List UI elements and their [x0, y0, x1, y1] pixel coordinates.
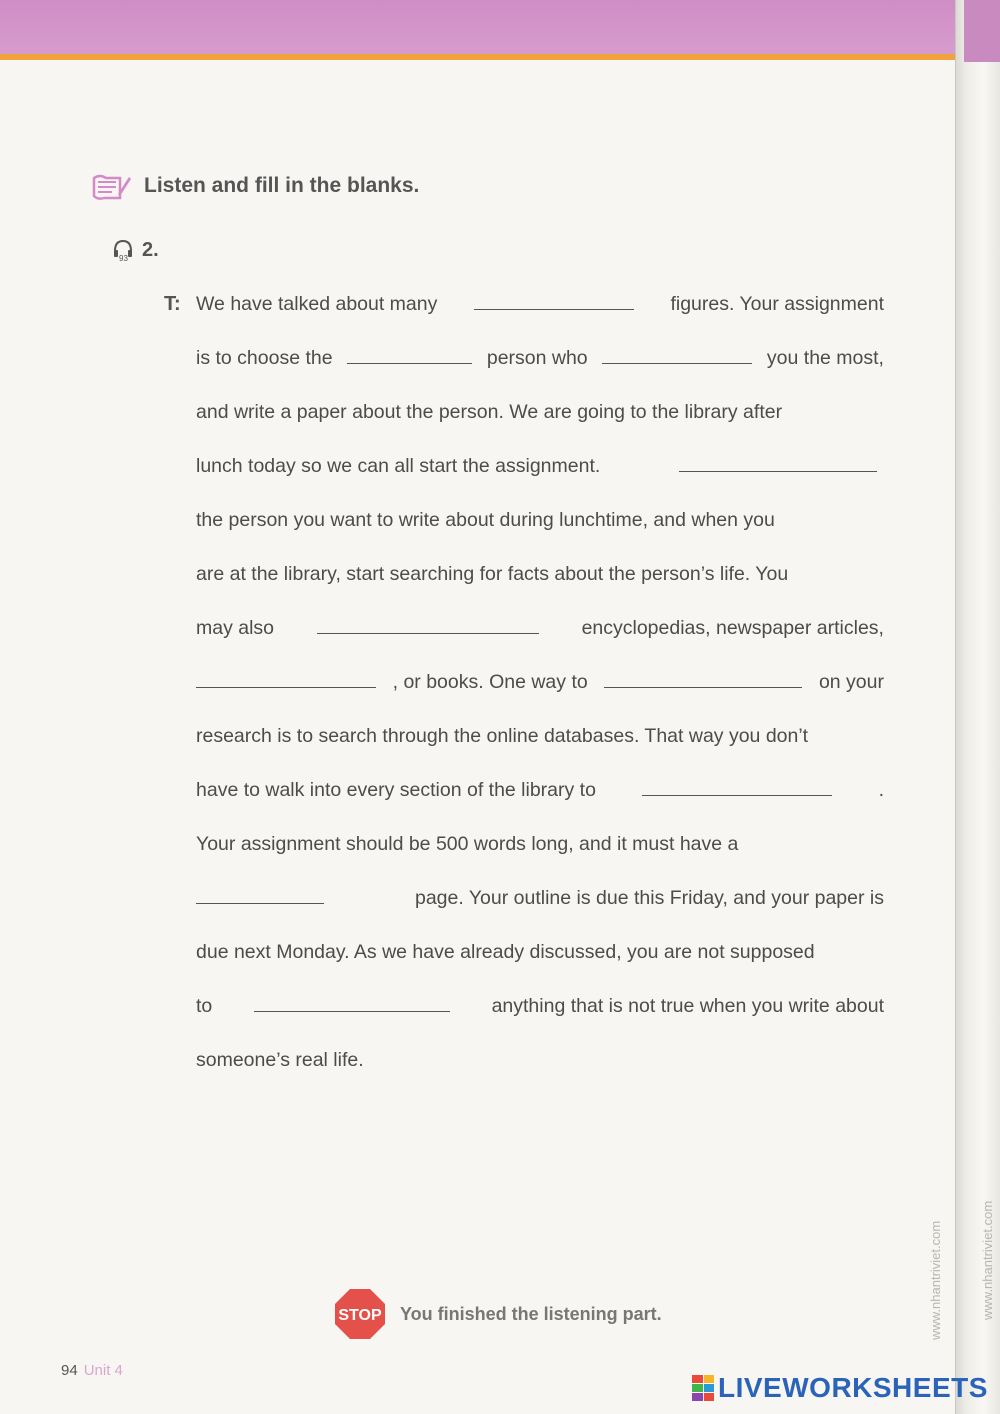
passage-text: to	[196, 995, 213, 1017]
liveworksheets-wordmark: LIVEWORKSHEETS	[718, 1372, 988, 1403]
next-page-band	[964, 0, 1000, 62]
watermark-text: www.nhantriviet.com	[928, 1220, 943, 1340]
passage-text: We have talked about many	[196, 293, 438, 315]
liveworksheets-logo[interactable]	[692, 1372, 988, 1404]
page-footer	[61, 1362, 123, 1379]
answer-blank[interactable]	[196, 673, 376, 688]
passage-text: , or books. One way to	[392, 671, 588, 693]
answer-blank[interactable]	[602, 349, 752, 364]
unit-label: Unit 4	[83, 1362, 123, 1379]
watermark-text-2: www.nhantriviet.com	[980, 1200, 995, 1320]
passage-text: the person you want to write about during lunchtime, and when you	[196, 509, 775, 531]
stop-sign-icon	[334, 1288, 386, 1340]
passage-text: have to walk into every section of the library to	[196, 779, 596, 801]
passage-line	[196, 293, 884, 316]
passage-line	[196, 779, 884, 802]
passage-text: Your assignment should be 500 words long, and it must have a	[196, 833, 739, 855]
passage-text: is to choose the	[196, 347, 333, 369]
passage-line	[196, 401, 884, 424]
passage-line	[196, 995, 884, 1018]
passage-line	[196, 1049, 884, 1072]
answer-blank[interactable]	[347, 349, 472, 364]
passage-line	[196, 455, 884, 478]
passage-text: anything that is not true when you write about	[491, 995, 884, 1017]
page-number: 94	[61, 1362, 78, 1379]
passage-line	[196, 563, 884, 586]
passage-text: .	[878, 779, 884, 801]
passage-text: person who	[486, 347, 588, 369]
speaker-label: T:	[164, 293, 181, 315]
passage-text: on your	[818, 671, 884, 693]
exercise-number: 2.	[142, 238, 159, 261]
passage-line	[196, 671, 884, 694]
passage-text: are at the library, start searching for facts about the person’s life. You	[196, 563, 789, 585]
liveworksheets-mark-icon	[692, 1375, 714, 1401]
passage-text: figures. Your assignment	[670, 293, 884, 315]
orange-stripe	[0, 54, 960, 60]
passage-text: you the most,	[766, 347, 884, 369]
answer-blank[interactable]	[254, 997, 450, 1012]
passage-line	[196, 833, 884, 856]
passage-line	[196, 725, 884, 748]
stop-message: You finished the listening part.	[400, 1303, 662, 1324]
track-number-label: 93	[119, 254, 128, 262]
passage-text: encyclopedias, newspaper articles,	[581, 617, 884, 639]
stop-sign-text: STOP	[338, 1307, 382, 1324]
pencil-notebook-icon	[90, 168, 132, 204]
answer-blank[interactable]	[679, 457, 877, 472]
audio-track[interactable]	[112, 238, 159, 262]
passage-text: page. Your outline is due this Friday, and your paper is	[414, 887, 884, 909]
answer-blank[interactable]	[317, 619, 539, 634]
answer-blank[interactable]	[604, 673, 802, 688]
passage-line	[196, 617, 884, 640]
passage-text: may also	[196, 617, 275, 639]
top-color-band	[0, 0, 960, 56]
passage-line	[196, 887, 884, 910]
section-heading	[90, 168, 419, 204]
passage-text: and write a paper about the person. We are going to the library after	[196, 401, 783, 423]
passage-line	[196, 347, 884, 370]
answer-blank[interactable]	[474, 295, 634, 310]
stop-notice	[334, 1288, 662, 1340]
passage-text: research is to search through the online databases. That way you don’t	[196, 725, 809, 747]
passage-text: due next Monday. As we have already discussed, you are not supposed	[196, 941, 815, 963]
passage-line	[196, 941, 884, 964]
passage-line	[196, 509, 884, 532]
answer-blank[interactable]	[196, 889, 324, 904]
headphones-icon	[112, 238, 134, 262]
passage-text: lunch today so we can all start the assignment.	[196, 455, 601, 477]
passage-text: someone’s real life.	[196, 1049, 364, 1071]
answer-blank[interactable]	[642, 781, 832, 796]
instruction-title: Listen and fill in the blanks.	[144, 174, 420, 197]
